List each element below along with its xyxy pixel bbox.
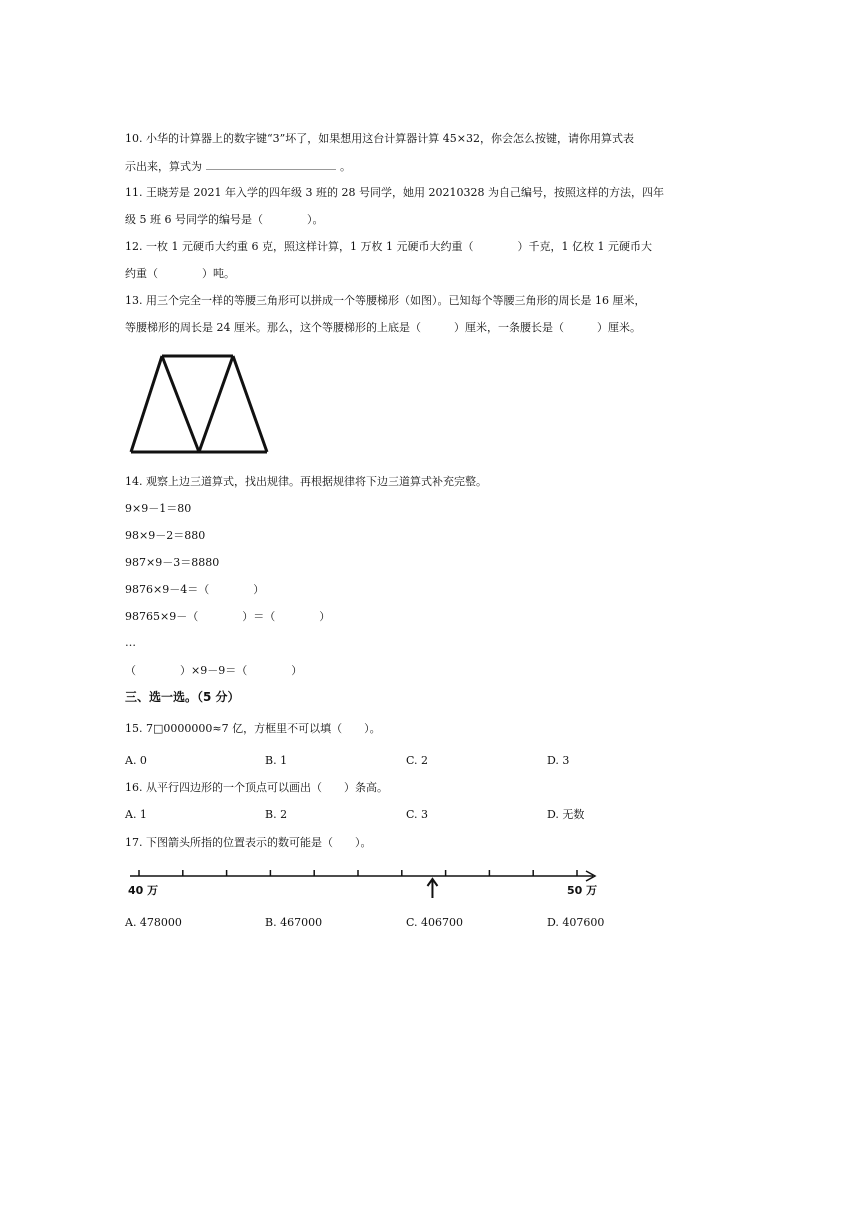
q14-eq5: 98765×9－（ ）＝（ ） [125, 610, 331, 623]
q16-option-c[interactable]: C. 3 [406, 808, 429, 821]
q15-stem: 15. 7□0000000≈7 亿，方框里不可以填（ ）。 [125, 722, 381, 735]
q15-option-a[interactable]: A. 0 [125, 754, 147, 767]
number-line-figure [125, 864, 605, 904]
q16-option-a[interactable]: A. 1 [125, 808, 147, 821]
trapezoid-left-leg [131, 356, 162, 452]
q12-line1: 12. 一枚 1 元硬币大约重 6 克，照这样计算，1 万枚 1 元硬币大约重（ ）千克，1 亿枚 1 元硬币大 [125, 240, 652, 253]
q10-line2-text: 示出来，算式为 [125, 160, 202, 173]
q13-line2: 等腰梯形的周长是 24 厘米。那么，这个等腰梯形的上底是（ ）厘米，一条腰长是（ ）厘米。 [125, 321, 641, 334]
trapezoid-right-leg [233, 356, 267, 452]
q10-answer-blank[interactable] [206, 159, 336, 170]
q17-option-a[interactable]: A. 478000 [125, 916, 182, 929]
q11-line2: 级 5 班 6 号同学的编号是（ ）。 [125, 213, 324, 226]
q17-option-b[interactable]: B. 467000 [265, 916, 323, 929]
q14-prompt: 14. 观察上边三道算式，找出规律。再根据规律将下边三道算式补充完整。 [125, 475, 487, 488]
q14-eq2: 98×9－2＝880 [125, 529, 206, 542]
q17-stem: 17. 下图箭头所指的位置表示的数可能是（ ）。 [125, 836, 372, 849]
q12-line2: 约重（ ）吨。 [125, 267, 235, 280]
q17-option-d[interactable]: D. 407600 [547, 916, 605, 929]
q10-line2 [125, 159, 351, 174]
triangle-diagonal-2 [199, 356, 233, 452]
q10-line1: 10. 小华的计算器上的数字键“3”坏了，如果想用这台计算器计算 45×32，你会怎么按键，请你用算式表 [125, 132, 634, 145]
trapezoid-figure [125, 350, 275, 460]
q17-option-c[interactable]: C. 406700 [406, 916, 464, 929]
pointer-arrow [427, 879, 437, 898]
q16-option-b[interactable]: B. 2 [265, 808, 288, 821]
q14-ellipsis: … [125, 636, 136, 649]
q13-line1: 13. 用三个完全一样的等腰三角形可以拼成一个等腰梯形（如图）。已知每个等腰三角形的周长是 16 厘米， [125, 294, 646, 307]
q15-option-c[interactable]: C. 2 [406, 754, 429, 767]
q15-option-b[interactable]: B. 1 [265, 754, 288, 767]
triangle-diagonal-1 [162, 356, 199, 452]
q14-eq4: 9876×9－4＝（ ） [125, 583, 265, 596]
q14-eq3: 987×9－3＝8880 [125, 556, 220, 569]
q14-eq6: （ ）×9－9＝（ ） [125, 664, 303, 677]
section3-title: 三、选一选。（5 分） [125, 690, 240, 704]
number-line-left-label: 40 万 [128, 884, 159, 897]
q10-line2-end: 。 [340, 160, 351, 173]
q15-option-d[interactable]: D. 3 [547, 754, 570, 767]
q16-stem: 16. 从平行四边形的一个顶点可以画出（ ）条高。 [125, 781, 388, 794]
q16-option-d[interactable]: D. 无数 [547, 808, 585, 821]
number-line-right-label: 50 万 [567, 884, 598, 897]
q11-line1: 11. 王晓芳是 2021 年入学的四年级 3 班的 28 号同学，她用 20210328 为自己编号，按照这样的方法，四年 [125, 186, 664, 199]
q14-eq1: 9×9－1＝80 [125, 502, 192, 515]
